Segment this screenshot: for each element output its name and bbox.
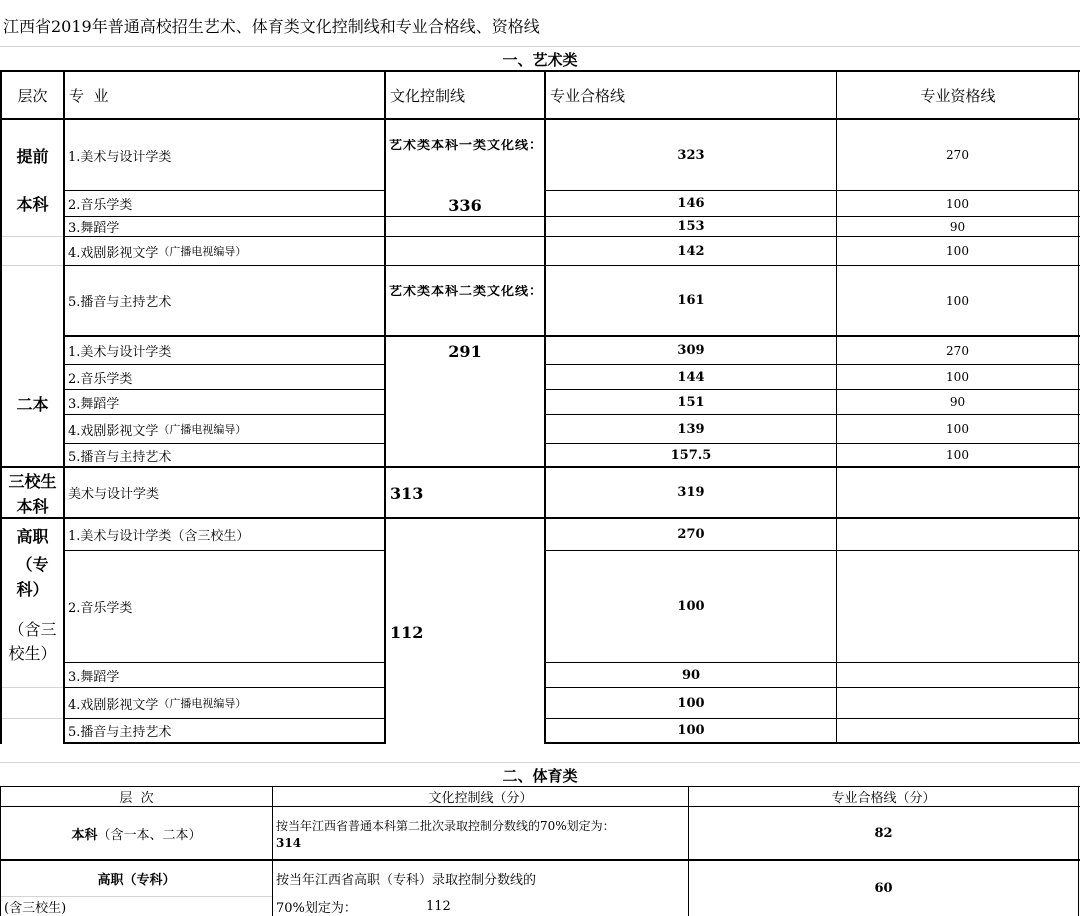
level-erben: 二本 xyxy=(16,394,49,414)
major-text: 1.美术与设计学类 xyxy=(68,529,172,544)
level-sanxiao: 三校生 xyxy=(8,471,57,491)
pass-cell: 323 xyxy=(677,147,705,163)
major-cell: 2.音乐学类 xyxy=(68,601,133,616)
level-benke: 本科 xyxy=(16,194,49,214)
qualify-cell: 90 xyxy=(949,219,966,234)
pass-cell: 161 xyxy=(677,293,705,308)
qualify-cell: 100 xyxy=(946,244,969,258)
major-cell: 2.音乐学类 xyxy=(68,198,133,213)
major-text: 4.戏剧影视文学 xyxy=(68,245,159,261)
gridline xyxy=(0,762,1080,763)
major-cell: 1.美术与设计学类 xyxy=(68,345,172,360)
pass-cell: 142 xyxy=(677,243,705,259)
pass-cell: 90 xyxy=(681,667,701,683)
qualify-cell: 100 xyxy=(946,448,969,462)
level-gaozhi-xiaosheng: 校生） xyxy=(8,643,57,663)
page-title: 江西省2019年普通高校招生艺术、体育类文化控制线和专业合格线、资格线 xyxy=(3,16,540,36)
border xyxy=(1078,70,1079,744)
border xyxy=(384,70,386,744)
major-note: （广播电视编导） xyxy=(158,697,247,710)
header-culture-line: 文化控制线 xyxy=(390,86,466,105)
gridline xyxy=(2,265,63,266)
qualify-cell: 100 xyxy=(946,370,969,384)
major-cell: 5.播音与主持艺术 xyxy=(68,295,172,310)
level-tiqian: 提前 xyxy=(16,146,49,166)
sport-header-pass: 专业合格线（分） xyxy=(831,791,936,806)
major-cell: 3.舞蹈学 xyxy=(68,221,120,236)
qualify-cell: 100 xyxy=(946,422,969,436)
qualify-cell: 100 xyxy=(946,293,969,308)
major-cell xyxy=(65,415,384,443)
major-cell: 1.美术与设计学类 xyxy=(68,149,172,165)
qualify-cell: 270 xyxy=(946,148,969,162)
major-note: （广播电视编导） xyxy=(158,245,247,258)
major-cell xyxy=(65,519,384,550)
pass-cell: 153 xyxy=(677,219,705,234)
major-cell: 2.音乐学类 xyxy=(68,371,133,387)
level-gaozhi-zhuan: （专 xyxy=(16,554,49,574)
pass-cell: 146 xyxy=(677,196,705,211)
sport-level: 高职（专科） xyxy=(97,872,176,888)
sport-header-level: 层 次 xyxy=(119,791,154,806)
pass-cell: 144 xyxy=(677,369,705,385)
qualify-cell: 100 xyxy=(946,196,969,211)
sport-culture-line-2 xyxy=(273,897,688,916)
level-sanxiao-benke: 本科 xyxy=(16,496,49,516)
sport-culture-value: 314 xyxy=(276,836,302,850)
culture-second-value: 291 xyxy=(448,341,482,361)
major-cell xyxy=(65,688,384,718)
sport-level-cell xyxy=(1,807,272,859)
border xyxy=(63,742,386,744)
culture-gaozhi-value: 112 xyxy=(390,622,424,642)
major-text: 4.戏剧影视文学 xyxy=(68,697,159,713)
level-gaozhi: 高职 xyxy=(16,526,49,546)
culture-first-value: 336 xyxy=(448,195,482,215)
pass-cell: 270 xyxy=(677,527,705,542)
pass-cell: 319 xyxy=(677,485,705,500)
pass-cell: 139 xyxy=(677,421,705,437)
sport-pass-cell: 60 xyxy=(874,881,893,896)
gridline xyxy=(0,46,1080,47)
pass-cell: 100 xyxy=(677,599,705,614)
major-note: （含三校生） xyxy=(171,529,250,544)
major-note: （广播电视编导） xyxy=(158,423,247,436)
level-gaozhi-ke: 科） xyxy=(16,579,49,599)
sport-culture-line-1: 按当年江西省高职（专科）录取控制分数线的 xyxy=(276,872,537,888)
major-cell: 美术与设计学类 xyxy=(68,487,160,502)
pass-cell: 157.5 xyxy=(670,447,712,463)
header-level: 层次 xyxy=(17,86,48,105)
major-cell: 3.舞蹈学 xyxy=(68,669,120,685)
pass-cell: 309 xyxy=(677,343,705,358)
level-gaozhi-han: （含三 xyxy=(8,619,57,639)
sport-pass-cell: 82 xyxy=(874,825,893,841)
header-major: 专 业 xyxy=(69,86,109,105)
border xyxy=(544,742,1080,744)
major-cell xyxy=(65,237,384,265)
sport-level-note: (含三校生) xyxy=(4,901,67,916)
gridline xyxy=(2,236,63,237)
culture-sanxiao-value: 313 xyxy=(390,483,424,503)
qualify-cell: 270 xyxy=(946,343,969,358)
art-section-title: 一、艺术类 xyxy=(502,50,578,69)
major-cell: 3.舞蹈学 xyxy=(68,396,120,412)
qualify-cell: 90 xyxy=(949,395,966,409)
sport-culture-line-1: 按当年江西省普通本科第二批次录取控制分数线的70%划定为： xyxy=(276,818,615,833)
sport-section-title: 二、体育类 xyxy=(502,766,578,785)
gridline xyxy=(2,718,63,719)
header-pass-line: 专业合格线 xyxy=(550,86,626,105)
major-text: 4.戏剧影视文学 xyxy=(68,423,159,439)
major-cell: 5.播音与主持艺术 xyxy=(68,725,172,740)
culture-first-label: 艺术类本科一类文化线： xyxy=(389,139,544,153)
major-cell: 5.播音与主持艺术 xyxy=(68,449,172,465)
sport-level-note: （含一本、二本） xyxy=(97,827,202,843)
sport-culture-value: 112 xyxy=(426,899,451,914)
culture-second-label: 艺术类本科二类文化线： xyxy=(389,285,544,299)
header-qualify-line: 专业资格线 xyxy=(920,86,996,105)
sport-level: 本科 xyxy=(71,827,98,843)
sport-culture-text: 70%划定为： xyxy=(276,901,357,916)
border xyxy=(1078,786,1079,916)
pass-cell: 100 xyxy=(677,695,705,711)
gridline xyxy=(2,687,63,688)
sport-header-culture: 文化控制线（分） xyxy=(428,791,533,806)
pass-cell: 100 xyxy=(677,723,705,738)
pass-cell: 151 xyxy=(677,394,705,410)
